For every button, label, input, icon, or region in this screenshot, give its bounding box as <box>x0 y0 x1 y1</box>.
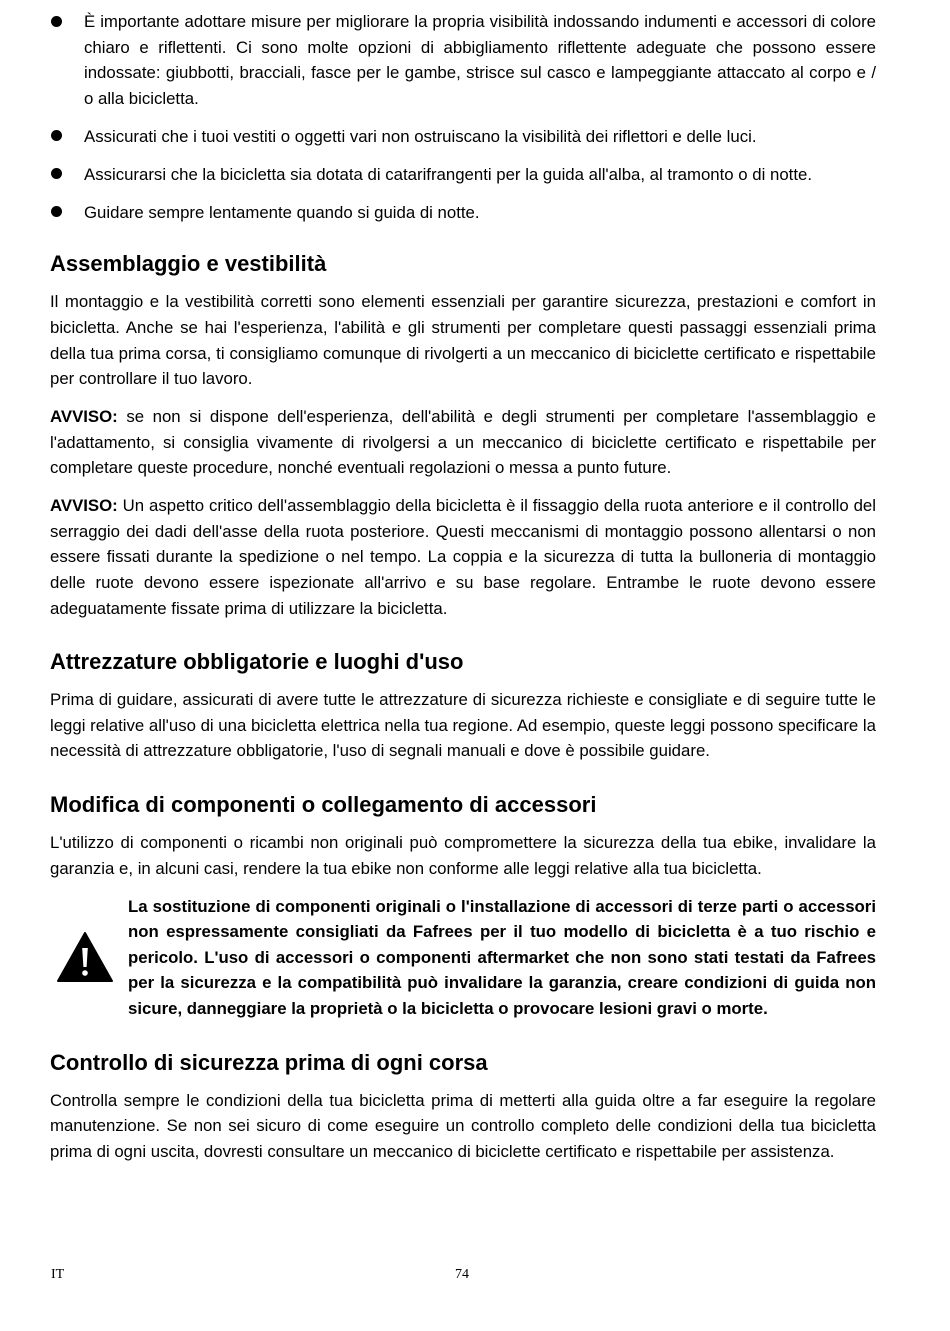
bullet-text: Guidare sempre lentamente quando si guida di notte. <box>84 202 480 222</box>
warning-triangle-icon <box>56 931 114 983</box>
section-heading-modification: Modifica di componenti o collegamento di accessori <box>50 792 597 818</box>
bullet-text: Assicurati che i tuoi vestiti o oggetti vari non ostruiscano la visibilità dei riflettori e delle luci. <box>84 126 757 146</box>
notice-label: AVVISO: <box>50 496 118 516</box>
notice-text: se non si dispone dell'esperienza, dell'abilità e degli strumenti per completare l'assemblaggio e l'adattamento, si consiglia vivamente di rivolgersi a un meccanico di biciclette certificato e rispettabile per completare queste procedure, nonché eventuali regolazioni o messa a punto future. <box>50 407 876 478</box>
warning-box <box>50 894 876 1022</box>
page-number: 74 <box>455 1267 469 1282</box>
list-item <box>50 9 876 111</box>
list-item <box>50 124 876 150</box>
bullet-icon <box>51 206 62 217</box>
bullet-list <box>50 9 876 225</box>
section-heading-assembly: Assemblaggio e vestibilità <box>50 251 327 277</box>
list-item <box>50 162 876 188</box>
bullet-text: È importante adottare misure per migliorare la propria visibilità indossando indumenti e accessori di colore chiaro e riflettenti. Ci sono molte opzioni di abbigliamento riflettente adeguate che possono essere indossate: giubbotti, bracciali, fasce per le gambe, strisce sul casco e lampeggiante attaccato al corpo e / o alla bicicletta. <box>84 12 876 108</box>
modification-paragraph: L'utilizzo di componenti o ricambi non originali può compromettere la sicurezza della tua ebike, invalidare la garanzia e, in alcuni casi, rendere la tua ebike non conforme alle leggi relative alla tua bicicletta. <box>50 833 876 878</box>
assembly-notice-1 <box>50 404 876 481</box>
assembly-paragraph: Il montaggio e la vestibilità corretti sono elementi essenziali per garantire sicurezza, prestazioni e comfort in bicicletta. Anche se hai l'esperienza, l'abilità e gli strumenti per completare questi passaggi essenziali prima della tua prima corsa, ti consigliamo comunque di rivolgerti a un meccanico di biciclette certificato e rispettabile per controllare il tuo lavoro. <box>50 292 876 389</box>
list-item <box>50 200 876 226</box>
equipment-paragraph: Prima di guidare, assicurati di avere tutte le attrezzature di sicurezza richieste e consigliate e di seguire tutte le leggi relative all'uso di una bicicletta elettrica nella tua regione. Ad esempio, queste leggi possono specificare la necessità di attrezzature obbligatorie, l'uso di segnali manuali e dove è possibile guidare. <box>50 690 876 761</box>
assembly-notice-2 <box>50 493 876 621</box>
section-heading-equipment: Attrezzature obbligatorie e luoghi d'uso <box>50 649 464 675</box>
bullet-icon <box>51 168 62 179</box>
safety-check-paragraph: Controlla sempre le condizioni della tua bicicletta prima di metterti alla guida oltre a far eseguire la regolare manutenzione. Se non sei sicuro di come eseguire un controllo completo delle condizioni della tua bicicletta prima di ogni uscita, dovresti consultare un meccanico di biciclette certificato e rispettabile per assistenza. <box>50 1090 876 1161</box>
warning-text: La sostituzione di componenti originali o l'installazione di accessori di terze parti o accessori non espressamente consigliati da Fafrees per il tuo modello di bicicletta è a tuo rischio e pericolo. L'uso di accessori o componenti aftermarket che non sono stati testati da Fafrees per la sicurezza e la compatibilità può invalidare la garanzia, creare condizioni di guida non sicure, danneggiare la proprietà o la bicicletta o provocare lesioni gravi o morte. <box>128 896 876 1018</box>
bullet-icon <box>51 16 62 27</box>
footer-language: IT <box>51 1267 65 1282</box>
bullet-text: Assicurarsi che la bicicletta sia dotata di catarifrangenti per la guida all'alba, al tramonto o di notte. <box>84 164 812 184</box>
notice-text: Un aspetto critico dell'assemblaggio della bicicletta è il fissaggio della ruota anteriore e il controllo del serraggio dei dadi dell'asse della ruota posteriore. Questi meccanismi di montaggio possono allentarsi o non essere fissati durante la spedizione o nel tempo. La coppia e la sicurezza di tutta la bulloneria di montaggio delle ruote devono essere ispezionate all'arrivo e su base regolare. Entrambe le ruote devono essere adeguatamente fissate prima di utilizzare la bicicletta. <box>50 496 876 618</box>
bullet-icon <box>51 130 62 141</box>
section-heading-safety-check: Controllo di sicurezza prima di ogni corsa <box>50 1049 488 1075</box>
notice-label: AVVISO: <box>50 407 118 427</box>
document-page <box>50 9 876 1164</box>
